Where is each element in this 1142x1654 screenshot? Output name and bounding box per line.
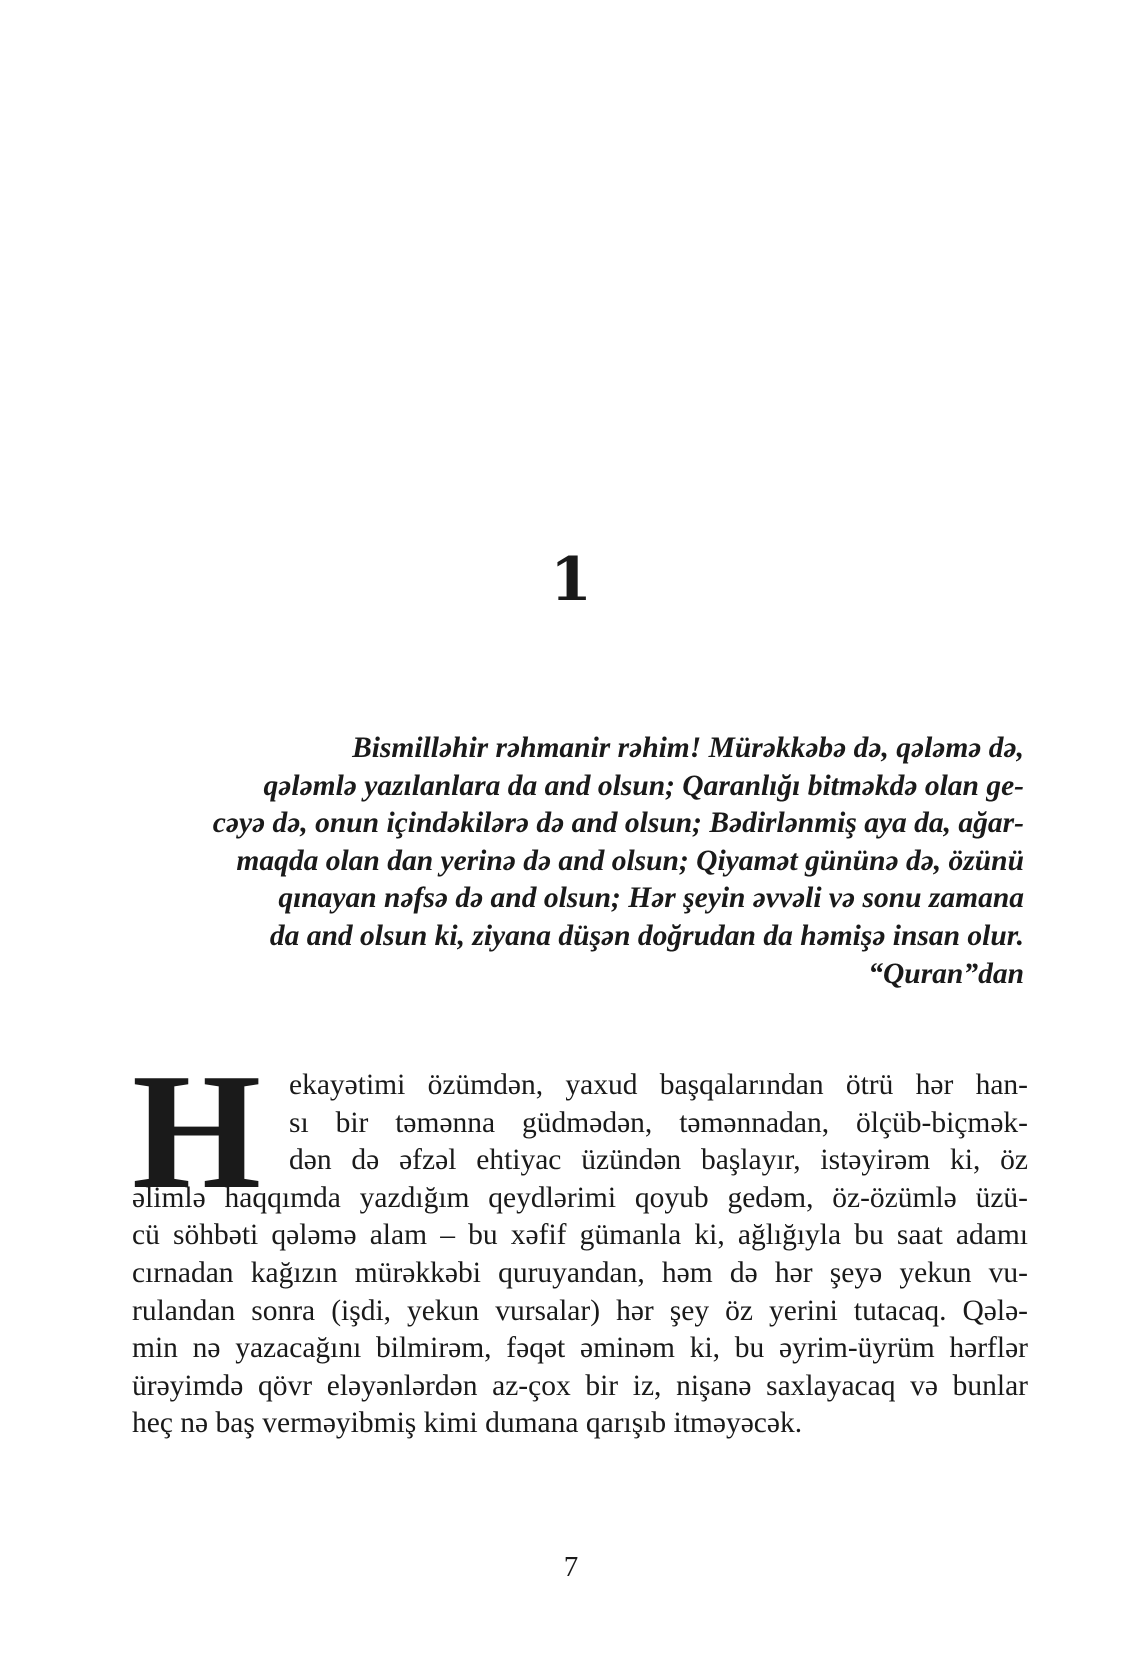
- body-line: min nə yazacağını bilmirəm, fəqət əminəm ki, bu əyrim-üyrüm hərflər: [132, 1332, 1028, 1365]
- epigraph-line: cəyə də, onun içindəkilərə də and olsun; Bədirlənmiş aya da, ağar-: [212, 807, 1024, 840]
- chapter-number: 1: [550, 545, 592, 615]
- drop-cap: H: [132, 1039, 262, 1223]
- epigraph-line: maqda olan dan yerinə də and olsun; Qiyamət gününə də, özünü: [236, 844, 1024, 877]
- body-line: rulandan sonra (işdi, yekun vursalar) hər şey öz yerini tutacaq. Qələ-: [132, 1294, 1028, 1327]
- epigraph-source: “Quran”dan: [868, 957, 1024, 990]
- body-line: sı bir təmənna güdmədən, təmənnadan, ölçüb-biçmək-: [289, 1106, 1028, 1139]
- body-line: əlimlə haqqımda yazdığım qeydlərimi qoyub gedəm, öz-özümlə üzü-: [132, 1181, 1028, 1214]
- body-line: ürəyimdə qövr eləyənlərdən az-çox bir iz, nişanə saxlayacaq və bunlar: [132, 1369, 1028, 1402]
- body-line: heç nə baş verməyibmiş kimi dumana qarışıb itməyəcək.: [132, 1407, 803, 1440]
- epigraph-line: da and olsun ki, ziyana düşən doğrudan da həmişə insan olur.: [269, 919, 1024, 952]
- body-line: cü söhbəti qələmə alam – bu xəfif gümanla ki, ağlığıyla bu saat adamı: [132, 1219, 1028, 1252]
- body-line: ekayətimi özümdən, yaxud başqalarından ötrü hər han-: [289, 1069, 1028, 1101]
- epigraph-line: Bismilləhir rəhmanir rəhim! Mürəkkəbə də, qələmə də,: [352, 732, 1024, 764]
- body-line: cırnadan kağızın mürəkkəbi quruyandan, həm də hər şeyə yekun vu-: [132, 1256, 1028, 1289]
- page-number: 7: [563, 1551, 579, 1583]
- body-line: dən də əfzəl ehtiyac üzündən başlayır, istəyirəm ki, öz: [289, 1144, 1028, 1177]
- body-paragraph: [132, 1039, 1028, 1443]
- epigraph: [200, 730, 1024, 993]
- epigraph-line: qınayan nəfsə də and olsun; Hər şeyin əvvəli və sonu zamana: [278, 882, 1024, 915]
- epigraph-line: qələmlə yazılanlara da and olsun; Qaranlığı bitməkdə olan ge-: [263, 769, 1024, 802]
